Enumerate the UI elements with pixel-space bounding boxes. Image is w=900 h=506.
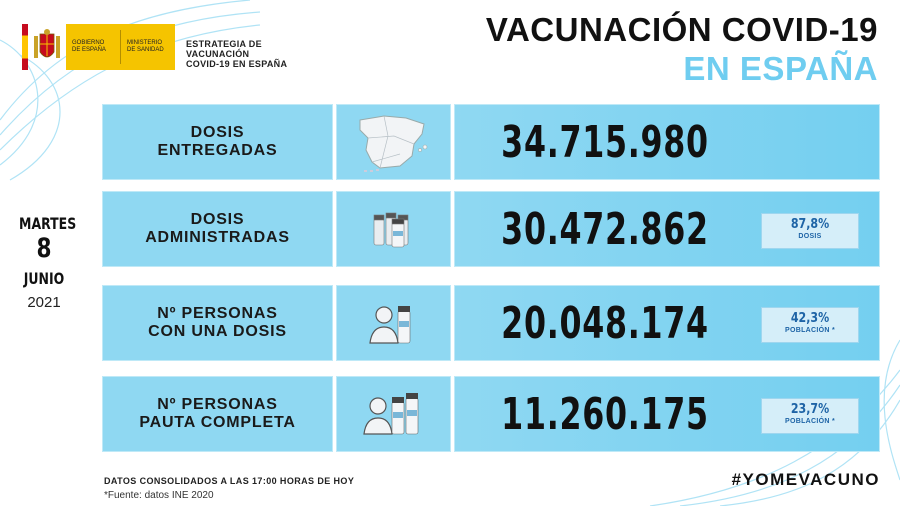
percentage-value: 87,8% (790, 217, 830, 232)
label-line-2: PAUTA COMPLETA (139, 414, 296, 431)
person-count-value: 20.048.174 (501, 298, 709, 349)
label-line-2: CON UNA DOSIS (148, 323, 287, 340)
value-cell (454, 191, 880, 267)
person-vial-icon (336, 285, 451, 361)
person-two-vials-icon (336, 376, 451, 452)
label-line-2: ENTREGADAS (157, 142, 278, 159)
row-label (102, 191, 333, 267)
person-count-value: 11.260.175 (501, 389, 709, 440)
strategy-line-3: COVID-19 EN ESPAÑA (186, 59, 288, 69)
coat-of-arms-icon (28, 24, 66, 70)
label-line-1: DOSIS (190, 211, 245, 228)
government-logo (22, 24, 180, 70)
percentage-badge (761, 398, 859, 434)
row-dosis-administradas (102, 191, 880, 267)
spain-map-icon (336, 104, 451, 180)
dose-count-value: 30.472.862 (501, 204, 709, 255)
ministry-label: MINISTERIO DE SANIDAD (127, 40, 164, 53)
date-weekday: MARTES (19, 214, 77, 233)
strategy-title (186, 39, 356, 69)
title-line-2: EN ESPAÑA (683, 50, 878, 87)
label-line-1: Nº PERSONAS (157, 396, 278, 413)
strategy-line-2: VACUNACIÓN (186, 49, 250, 59)
page-title (486, 10, 878, 88)
date-day: 8 (36, 233, 52, 264)
row-label (102, 285, 333, 361)
label-line-2: ADMINISTRADAS (145, 229, 290, 246)
date-year: 2021 (27, 294, 61, 311)
strategy-line-1: ESTRATEGIA DE (186, 39, 262, 49)
title-line-1: VACUNACIÓN COVID-19 (485, 11, 878, 48)
percentage-label: POBLACIÓN * (785, 327, 835, 334)
report-date (12, 214, 76, 311)
percentage-value: 42,3% (790, 311, 830, 326)
dose-count-value: 34.715.980 (501, 117, 709, 168)
row-label (102, 104, 333, 180)
government-label: GOBIERNO DE ESPAÑA (72, 40, 106, 53)
date-month: JUNIO (23, 269, 65, 288)
source-note: *Fuente: datos INE 2020 (104, 490, 214, 501)
ministry-block (66, 24, 175, 70)
percentage-value: 23,7% (790, 402, 830, 417)
value-cell (454, 376, 880, 452)
data-note: DATOS CONSOLIDADOS A LAS 17:00 HORAS DE HOY (104, 476, 355, 486)
vaccine-vials-icon (336, 191, 451, 267)
value-cell (454, 104, 880, 180)
row-personas-una-dosis (102, 285, 880, 361)
percentage-badge (761, 213, 859, 249)
label-line-1: Nº PERSONAS (157, 305, 278, 322)
percentage-label: DOSIS (798, 233, 822, 240)
label-line-1: DOSIS (190, 124, 245, 141)
row-dosis-entregadas (102, 104, 880, 180)
row-personas-pauta-completa (102, 376, 880, 452)
row-label (102, 376, 333, 452)
percentage-badge (761, 307, 859, 343)
value-cell (454, 285, 880, 361)
percentage-label: POBLACIÓN * (785, 418, 835, 425)
hashtag: #YOMEVACUNO (731, 470, 880, 489)
